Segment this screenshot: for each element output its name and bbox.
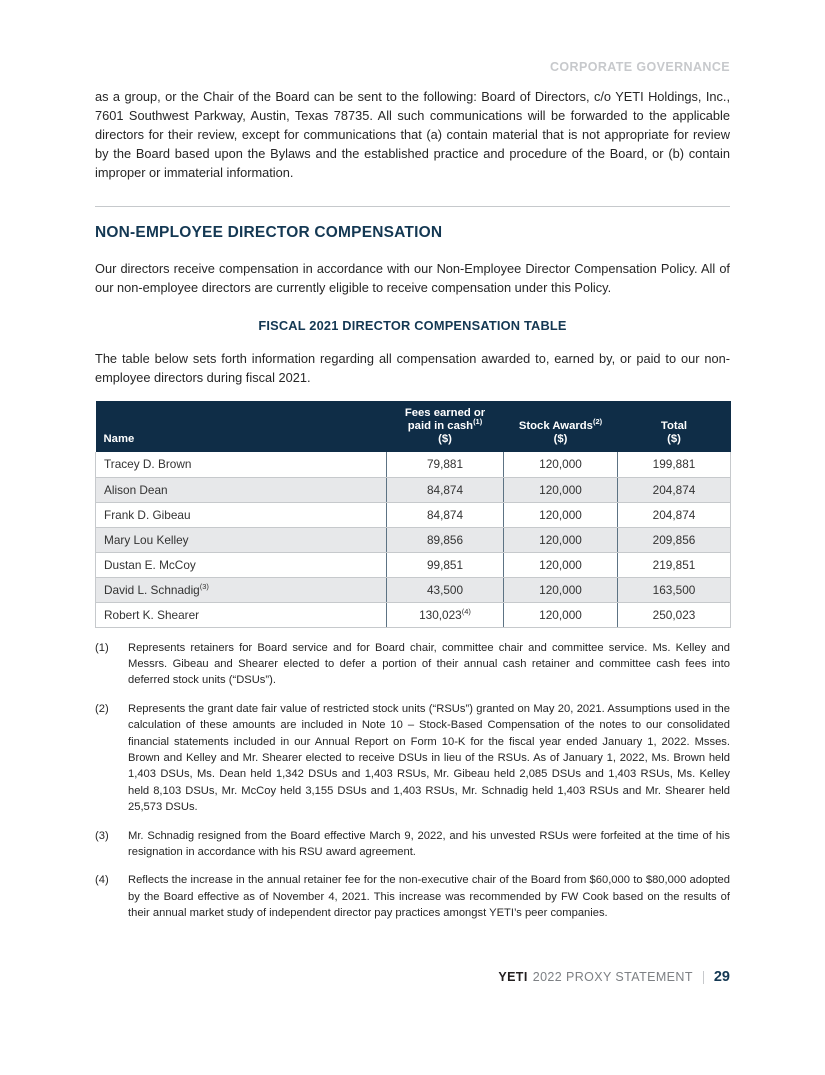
column-header-line: paid in cash$^{(1)}$: [407, 417, 483, 432]
intro-paragraph: as a group, or the Chair of the Board can be sent to the following: Board of Directors, c/o YETI Holdings, Inc., 7601 Southwest Parkway, Austin, Texas 78735. All such communications will be forwarded to the applicable directors for their review, except for communications that (a) contain material that is not appropriate for review by the Board based upon the Bylaws and the established practice and procedure of the Board, or (b) contain improper or immaterial information.: [95, 89, 730, 180]
cell-director-name: David L. Schnadig$^{(3)}$: [96, 577, 387, 602]
footnote-item: [95, 701, 730, 816]
table-body: [96, 452, 731, 627]
table-header-row: [96, 401, 731, 452]
cell-director-name: Dustan E. McCoy: [96, 552, 387, 577]
cell-director-name: Robert K. Shearer: [96, 602, 387, 627]
column-header-line: Fees earned or: [404, 407, 486, 419]
section-divider: [95, 206, 730, 207]
footnote-number: (2): [95, 702, 109, 715]
footer-page-number: 29: [713, 969, 730, 985]
table-row: [96, 452, 731, 477]
cell-total: 163,500: [618, 577, 731, 602]
footnote-item: [95, 828, 730, 861]
cell-total: 219,851: [618, 552, 731, 577]
cell-fees-earned: 89,856: [387, 527, 504, 552]
cell-total: 204,874: [618, 502, 731, 527]
cell-director-name: Alison Dean: [96, 477, 387, 502]
footnote-reference: (1): [473, 417, 483, 427]
footnote-item: [95, 640, 730, 689]
section-paragraph: Our directors receive compensation in accordance with our Non-Employee Director Compensation Policy. All of our non-employee directors are currently eligible to receive compensation under this Policy.: [95, 261, 730, 295]
cell-total: 209,856: [618, 527, 731, 552]
cell-stock-awards: 120,000: [504, 552, 618, 577]
footnote-item: [95, 872, 730, 921]
cell-fees-earned: 79,881: [387, 452, 504, 477]
footnote-reference: (3): [199, 581, 209, 591]
cell-stock-awards: 120,000: [504, 477, 618, 502]
column-header-fees: [387, 401, 504, 452]
page-footer: [498, 969, 730, 985]
footnote-number: (3): [95, 829, 109, 842]
table-row: [96, 552, 731, 577]
table-row: [96, 477, 731, 502]
cell-fees-earned: 130,023$^{(4)}$: [387, 602, 504, 627]
table-row: [96, 602, 731, 627]
column-header-line: ($): [553, 433, 568, 445]
section-title: NON-EMPLOYEE DIRECTOR COMPENSATION: [95, 224, 443, 241]
footnote-text: Represents retainers for Board service and for Board chair, committee chair and committee service. Ms. Kelley and Messrs. Gibeau and Shearer elected to defer a portion of their annual cash retainer and committee cash fees into deferred stock units (“DSUs”).: [128, 641, 730, 687]
footnote-reference: (4): [461, 606, 471, 616]
cell-stock-awards: 120,000: [504, 527, 618, 552]
cell-director-name: Frank D. Gibeau: [96, 502, 387, 527]
table-row: [96, 577, 731, 602]
cell-stock-awards: 120,000: [504, 502, 618, 527]
table-title: FISCAL 2021 DIRECTOR COMPENSATION TABLE: [258, 318, 567, 333]
cell-total: 199,881: [618, 452, 731, 477]
footnote-number: (1): [95, 641, 109, 654]
column-header-line: Name: [103, 433, 135, 445]
footnote-number: (4): [95, 874, 109, 887]
footnote-text: Represents the grant date fair value of restricted stock units (“RSUs”) granted on May 20, 2021. Assumptions used in the calculation of these amounts are included in Note 10 – Stock-Based Compensation of the notes to our consolidated financial statements included in our Annual Report on Form 10-K for the fiscal year ended January 1, 2022. Msses. Brown and Kelley and Mr. Shearer elected to receive DSUs in lieu of the RSUs. As of January 1, 2022, Ms. Brown held 1,403 DSUs, Ms. Dean held 1,342 DSUs and 1,403 RSUs, Mr. Gibeau held 2,085 DSUs and 1,403 RSUs, Ms. Kelley held 8,103 DSUs, Mr. McCoy held 3,155 DSUs and 1,403 RSUs, Mr. Schnadig held 1,403 RSUs and Mr. Shearer held 25,573 DSUs.: [128, 702, 730, 814]
column-header-line: ($): [438, 433, 452, 445]
running-header: [95, 60, 730, 74]
cell-stock-awards: 120,000: [504, 452, 618, 477]
footnote-text: Mr. Schnadig resigned from the Board effective March 9, 2022, and his unvested RSUs were forfeited at the time of his resignation in accordance with his RSU award agreement.: [128, 829, 730, 858]
footer-brand: YETI: [498, 970, 528, 984]
column-header-name: [96, 401, 387, 452]
cell-stock-awards: 120,000: [504, 577, 618, 602]
running-header-label: CORPORATE GOVERNANCE: [549, 60, 730, 74]
cell-fees-earned: 99,851: [387, 552, 504, 577]
table-header: [96, 401, 731, 452]
table-row: [96, 502, 731, 527]
cell-director-name: Mary Lou Kelley: [96, 527, 387, 552]
compensation-table: [95, 401, 731, 628]
footnote-reference: (2): [592, 417, 603, 427]
column-header-stock: [504, 401, 618, 452]
footnotes: [95, 640, 730, 922]
cell-total: 250,023: [618, 602, 731, 627]
column-header-total: [618, 401, 731, 452]
cell-stock-awards: 120,000: [504, 602, 618, 627]
cell-director-name: Tracey D. Brown: [96, 452, 387, 477]
cell-total: 204,874: [618, 477, 731, 502]
cell-fees-earned: 84,874: [387, 502, 504, 527]
footer-label: 2022 PROXY STATEMENT: [532, 970, 693, 984]
page-content: [95, 0, 730, 922]
footer-separator: [703, 971, 704, 984]
column-header-line: Stock Awards$^{(2)}$: [518, 417, 603, 432]
table-row: [96, 527, 731, 552]
column-header-line: ($): [667, 433, 681, 445]
cell-fees-earned: 84,874: [387, 477, 504, 502]
column-header-line: Total: [660, 420, 688, 432]
table-intro: The table below sets forth information regarding all compensation awarded to, earned by, or paid to our non-employee directors during fiscal 2021.: [95, 351, 730, 385]
cell-fees-earned: 43,500: [387, 577, 504, 602]
footnote-text: Reflects the increase in the annual retainer fee for the non-executive chair of the Board from $60,000 to $80,000 adopted by the Board effective as of November 4, 2021. This increase was recommended by FW Cook based on the results of their annual market study of independent director pay practices amongst YETI’s peer companies.: [128, 874, 730, 920]
